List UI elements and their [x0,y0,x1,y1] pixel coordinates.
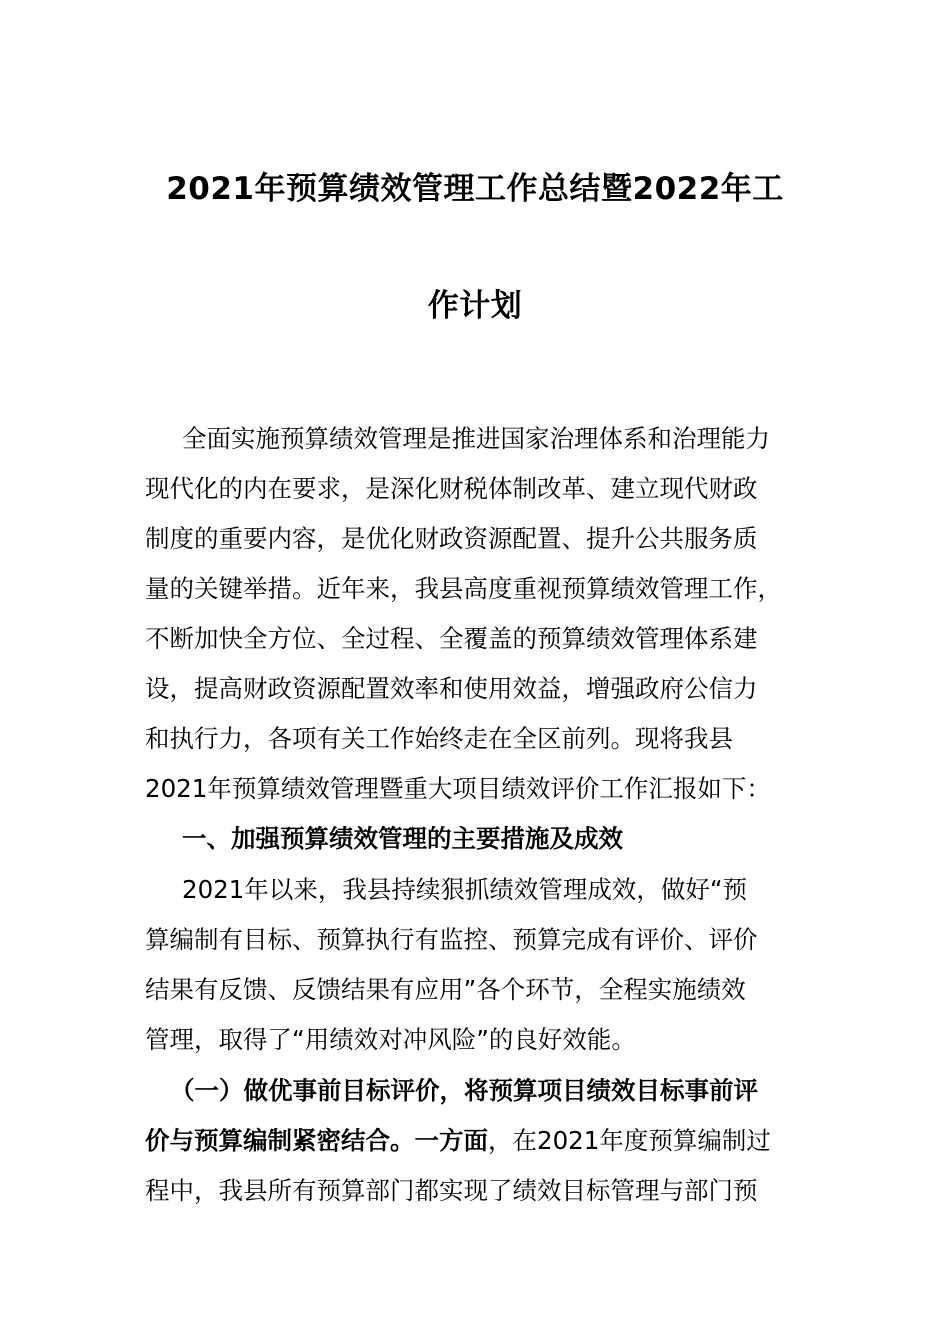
intro-line: 量的关键举措。近年来，我县高度重视预算绩效管理工作， [145,574,782,603]
subsection-1-text: ，在2021年度预算编制过 [488,1126,771,1155]
section-1-heading: 一、加强预算绩效管理的主要措施及成效 [182,824,623,853]
section-1-line: 2021年以来，我县持续狠抓绩效管理成效，做好“预 [182,875,748,904]
subsection-1-line-2 [145,1126,815,1156]
section-1-line: 管理，取得了“用绩效对冲风险”的良好效能。 [145,1025,636,1054]
intro-line: 现代化的内在要求，是深化财税体制改革、建立现代财政 [145,474,758,503]
intro-line: 设，提高财政资源配置效率和使用效益，增强政府公信力 [145,674,758,703]
intro-line: 制度的重要内容，是优化财政资源配置、提升公共服务质 [145,524,758,553]
section-1-line: 算编制有目标、预算执行有监控、预算完成有评价、评价 [145,925,758,954]
intro-line: 2021年预算绩效管理暨重大项目绩效评价工作汇报如下： [145,774,771,803]
intro-line: 全面实施预算绩效管理是推进国家治理体系和治理能力 [182,424,770,453]
document-title-line-1: 2021年预算绩效管理工作总结暨2022年工 [166,171,784,207]
document-title-line-2: 作计划 [427,288,523,324]
intro-line: 和执行力，各项有关工作始终走在全区前列。现将我县 [145,724,733,753]
section-1-line: 结果有反馈、反馈结果有应用”各个环节，全程实施绩效 [145,975,746,1004]
subsection-1-body-line: 程中，我县所有预算部门都实现了绩效目标管理与部门预 [145,1176,758,1205]
subsection-1-heading-continued: 价与预算编制紧密结合。一方面 [145,1126,488,1155]
intro-line: 不断加快全方位、全过程、全覆盖的预算绩效管理体系建 [145,624,758,653]
subsection-1-heading: （一）做优事前目标评价，将预算项目绩效目标事前评 [170,1076,758,1105]
